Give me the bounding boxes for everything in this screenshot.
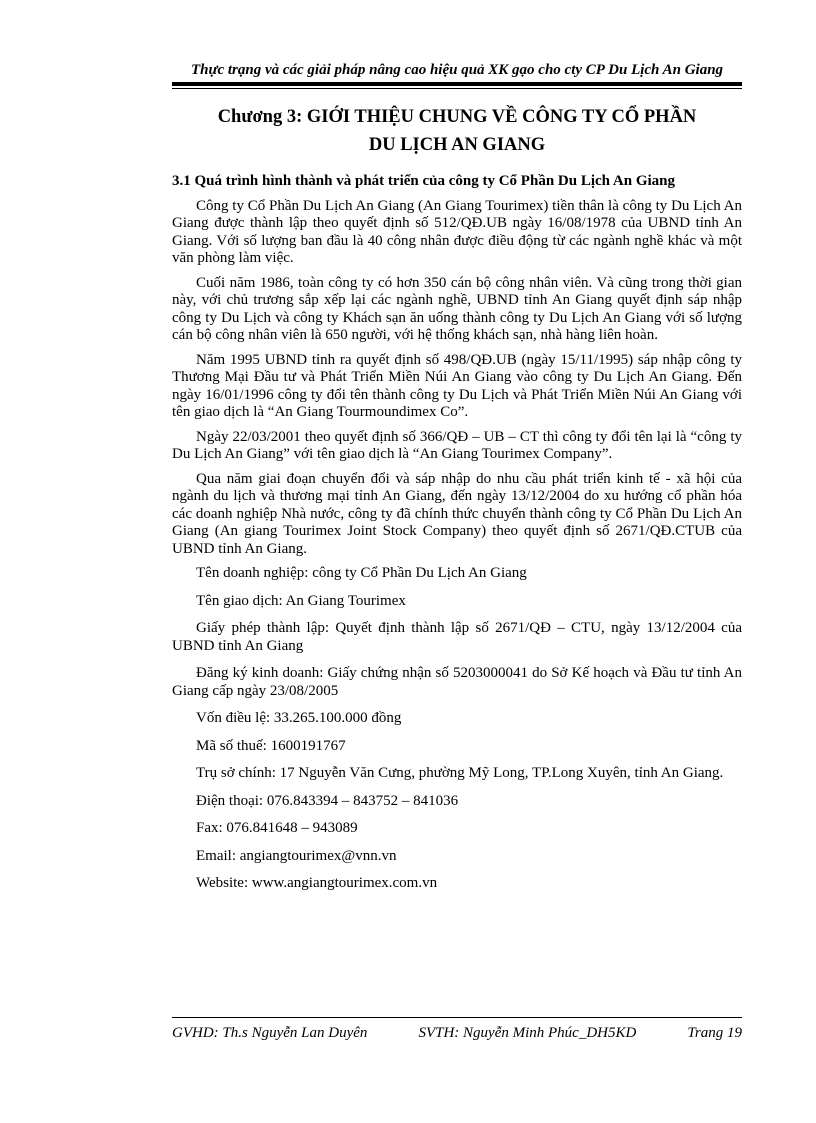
paragraph: Công ty Cổ Phần Du Lịch An Giang (An Giang Tourimex) tiền thân là công ty Du Lịch An Giang được thành lập theo quyết định số 512/QĐ.UB ngày 16/08/1978 của UBND tỉnh An Giang. Với số lượng ban đầu là 40 công nhân được điều động từ các ngành nghề khác và một văn phòng làm việc. [172,197,742,266]
phone-line: Điện thoại: 076.843394 – 843752 – 841036 [196,792,459,809]
business-registration-line: Đăng ký kinh doanh: Giấy chứng nhận số 5203000041 do Sở Kế hoạch và Đầu tư tỉnh An Giang cấp ngày 23/08/2005 [172,665,742,699]
head-office-line: Trụ sở chính: 17 Nguyễn Văn Cưng, phường Mỹ Long, TP.Long Xuyên, tỉnh An Giang. [196,765,724,781]
chapter-title-line-2: DU LỊCH AN GIANG [368,135,546,155]
footer-page-number: Trang 19 [687,1025,742,1041]
paragraph: Ngày 22/03/2001 theo quyết định số 366/QĐ – UB – CT thì công ty đổi tên lại là “công ty Du Lịch An Giang” với tên giao dịch là “An Giang Tourimex Company”. [172,428,742,462]
paragraph: Năm 1995 UBND tỉnh ra quyết định số 498/QĐ.UB (ngày 15/11/1995) sáp nhập công ty Thương Mại Đầu tư và Phát Triển Miền Núi An Giang vào công ty Du Lịch An Giang. Đến ngày 16/01/1996 công ty đổi tên thành công ty Du Lịch và Phát Triển Miền Núi An Giang với tên giao dịch là “An Giang Tourmoundimex Co”. [172,351,742,420]
header-rule [172,82,742,86]
fax-line: Fax: 076.841648 – 943089 [196,820,358,836]
paragraph: Qua năm giai đoạn chuyển đổi và sáp nhập do nhu cầu phát triển kinh tế - xã hội của ngành du lịch và thương mại tỉnh An Giang, đến ngày 13/12/2004 do xu hướng cổ phần hóa các doanh nghiệp Nhà nước, công ty đã chính thức chuyển thành công ty Cổ Phần Du Lịch An Giang (An giang Tourimex Joint Stock Company) theo quyết định số 2671/QĐ.CTUB của UBND tỉnh An Giang. [172,470,742,557]
footer-student: SVTH: Nguyễn Minh Phúc_DH5KD [418,1025,637,1041]
paragraph: Cuối năm 1986, toàn công ty có hơn 350 cán bộ công nhân viên. Và cũng trong thời gian này, với chủ trương sắp xếp lại các ngành nghề, UBND tỉnh An Giang quyết định sáp nhập công ty Du Lịch và công ty Khách sạn ăn uống thành công ty Du Lịch An Giang với số lượng cán bộ công nhân viên là 650 người, với hệ thống khách sạn, nhà hàng liên hoàn. [172,274,742,343]
chapter-title [172,103,742,159]
running-header: Thực trạng và các giải pháp nâng cao hiệu quả XK gạo cho cty CP Du Lịch An Giang [190,62,724,78]
header-rule-thin [172,88,742,89]
company-name-line: Tên doanh nghiệp: công ty Cổ Phần Du Lịch An Giang [196,565,527,581]
tax-code-line: Mã số thuế: 1600191767 [196,737,346,754]
page-footer [172,1025,742,1042]
footer-advisor: GVHD: Th.s Nguyễn Lan Duyên [172,1025,368,1041]
trade-name-line: Tên giao dịch: An Giang Tourimex [196,592,406,609]
email-line: Email: angiangtourimex@vnn.vn [196,847,397,864]
chapter-title-line-1: Chương 3: GIỚI THIỆU CHUNG VỀ CÔNG TY CỔ PHẦN [217,107,697,127]
section-body [172,173,742,903]
establishment-license-line: Giấy phép thành lập: Quyết định thành lập số 2671/QĐ – CTU, ngày 13/12/2004 của UBND tỉnh An Giang [172,620,742,654]
section-heading: 3.1 Quá trình hình thành và phát triển của công ty Cổ Phần Du Lịch An Giang [172,173,676,189]
website-line: Website: www.angiangtourimex.com.vn [196,875,438,891]
footer-rule [172,1017,742,1018]
charter-capital-line: Vốn điều lệ: 33.265.100.000 đồng [196,710,402,726]
